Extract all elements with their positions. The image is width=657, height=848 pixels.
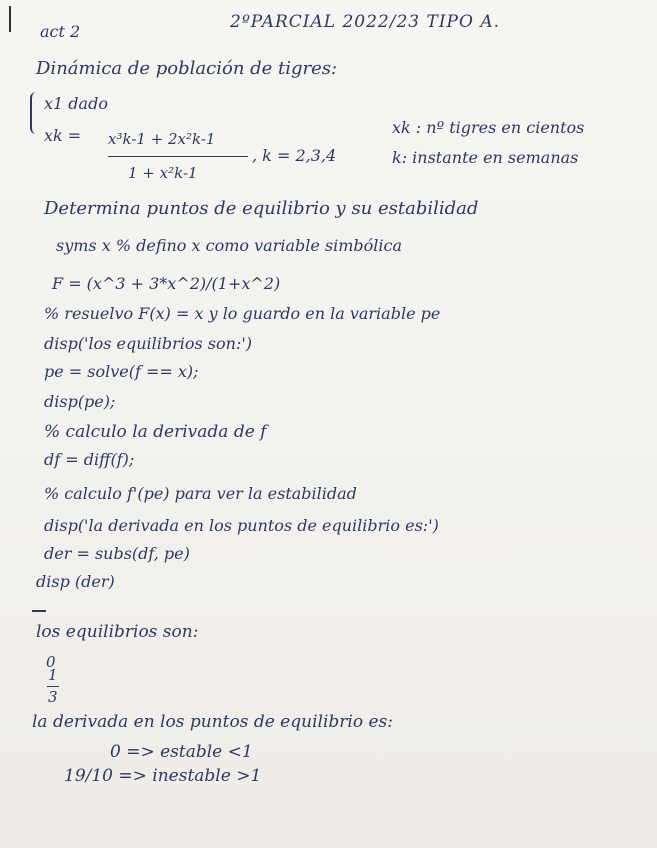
system-brace	[30, 92, 40, 134]
code-line: % resuelvo F(x) = x y lo guardo en la variable pe	[44, 304, 441, 323]
derivative-result-stable: 0 => estable <1	[110, 742, 253, 762]
note-k: k: instante en semanas	[392, 148, 579, 167]
note-xk: xk : nº tigres en cientos	[392, 118, 585, 137]
equilibrium-third-bar	[47, 686, 59, 687]
equilibrium-third-numerator: 1	[48, 666, 58, 684]
fraction-numerator: x³k-1 + 2x²k-1	[108, 130, 216, 148]
margin-mark	[9, 6, 11, 32]
code-line: df = diff(f);	[44, 450, 135, 469]
equilibrium-zero: 0	[46, 653, 56, 671]
derivative-result-unstable: 19/10 => inestable >1	[64, 766, 262, 786]
separator-dash	[32, 610, 46, 612]
header-label: act 2	[40, 22, 81, 41]
code-line: syms x % defino x como variable simbólica	[56, 236, 403, 255]
code-line: der = subs(df, pe)	[44, 544, 190, 563]
recurrence-lhs: xk =	[44, 126, 82, 145]
code-line: F = (x^3 + 3*x^2)/(1+x^2)	[52, 274, 281, 293]
initial-condition: x1 dado	[44, 94, 108, 113]
code-line: disp(pe);	[44, 392, 116, 411]
code-line: % calculo la derivada de f	[44, 422, 267, 442]
fraction-denominator: 1 + x²k-1	[128, 164, 198, 182]
fraction-bar	[108, 156, 248, 157]
code-line: disp (der)	[36, 572, 115, 591]
output-heading: los equilibrios son:	[36, 622, 199, 642]
code-line: disp('la derivada en los puntos de equilibrio es:')	[44, 516, 439, 535]
problem-title: Dinámica de población de tigres:	[36, 58, 338, 79]
code-line: % calculo f'(pe) para ver la estabilidad	[44, 484, 357, 503]
derivative-heading: la derivada en los puntos de equilibrio es:	[32, 712, 393, 732]
equilibrium-third-denominator: 3	[48, 688, 58, 706]
code-line: pe = solve(f == x);	[44, 362, 199, 381]
exam-title: 2ºPARCIAL 2022/23 TIPO A.	[230, 12, 500, 32]
code-line: disp('los equilibrios son:')	[44, 334, 252, 353]
k-range: , k = 2,3,4	[252, 146, 337, 165]
task-statement: Determina puntos de equilibrio y su estabilidad	[44, 198, 479, 219]
